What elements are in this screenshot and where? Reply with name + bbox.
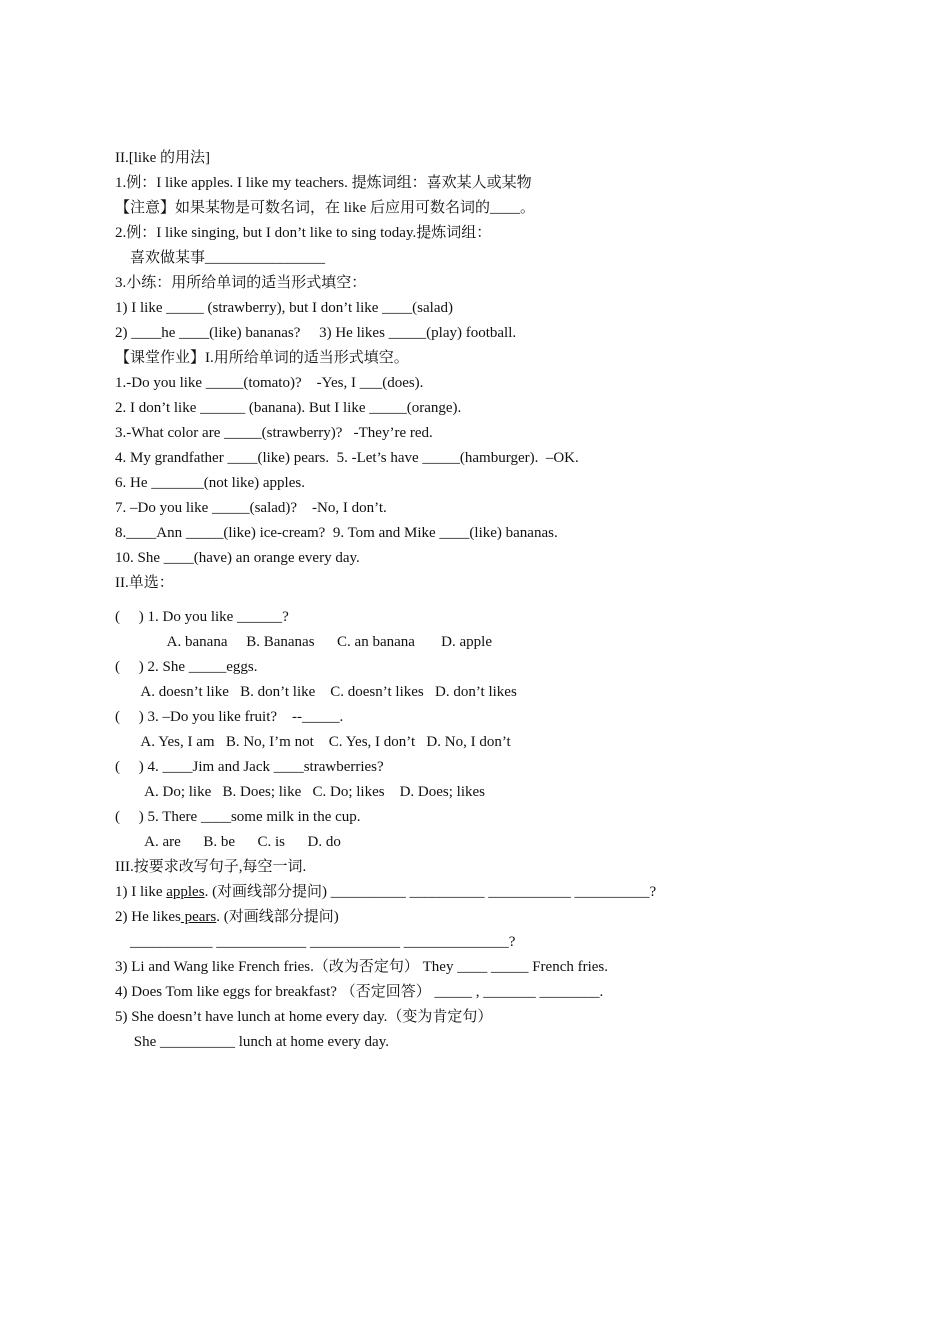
rewrite-1-prefix: 1) I like bbox=[115, 884, 167, 900]
example-2: 2.例：I like singing, but I don’t like to sing today.提炼词组： bbox=[115, 225, 492, 241]
classwork-item: 2. I don’t like ______ (banana). But I like _____(orange). bbox=[115, 400, 462, 416]
choice-question: ( ) 2. She _____eggs. bbox=[115, 659, 258, 675]
choice-question: ( ) 4. ____Jim and Jack ____strawberries? bbox=[115, 759, 384, 775]
note: 【注意】如果某物是可数名词，在 like 后应用可数名词的____。 bbox=[115, 200, 535, 216]
practice-1: 1) I like _____ (strawberry), but I don’t like ____(salad) bbox=[115, 300, 453, 316]
rewrite-2-suffix: . (对画线部分提问) bbox=[216, 909, 339, 925]
example-1: 1.例：I like apples. I like my teachers. 提炼词组：喜欢某人或某物 bbox=[115, 175, 532, 191]
classwork-item: 1.-Do you like _____(tomato)? -Yes, I ___(does). bbox=[115, 375, 424, 391]
choice-question: ( ) 1. Do you like ______? bbox=[115, 609, 289, 625]
choice-options: A. doesn’t like B. don’t like C. doesn’t likes D. don’t likes bbox=[115, 684, 517, 700]
rewrite-1-underlined: apples bbox=[166, 884, 205, 900]
single-choice-heading: II.单选： bbox=[115, 575, 174, 591]
practice-heading: 3.小练：用所给单词的适当形式填空： bbox=[115, 275, 367, 291]
classwork-item: 6. He _______(not like) apples. bbox=[115, 475, 305, 491]
like-usage-heading: II.[like 的用法] bbox=[115, 150, 210, 166]
classwork-item: 10. She ____(have) an orange every day. bbox=[115, 550, 360, 566]
rewrite-1-suffix: . (对画线部分提问) __________ __________ ___________ __________? bbox=[204, 884, 657, 900]
choice-options: A. Yes, I am B. No, I’m not C. Yes, I don’t D. No, I don’t bbox=[115, 734, 511, 750]
rewrite-2 bbox=[115, 905, 805, 930]
classwork-heading: 【课堂作业】I.用所给单词的适当形式填空。 bbox=[115, 350, 409, 366]
example-2-phrase: 喜欢做某事________________ bbox=[115, 250, 326, 266]
rewrite-2-blanks: ___________ ____________ ____________ ______________? bbox=[115, 934, 516, 950]
rewrite-4: 4) Does Tom like eggs for breakfast? （否定回答） _____ , _______ ________. bbox=[115, 984, 604, 1000]
rewrite-2-underlined: pears bbox=[180, 909, 217, 925]
rewrite-1 bbox=[115, 880, 805, 905]
rewrite-3: 3) Li and Wang like French fries.（改为否定句） They ____ _____ French fries. bbox=[115, 959, 609, 975]
rewrite-2-prefix: 2) He likes bbox=[115, 909, 181, 925]
classwork-item: 4. My grandfather ____(like) pears. 5. -Let’s have _____(hamburger). –OK. bbox=[115, 450, 579, 466]
rewrite-5: 5) She doesn’t have lunch at home every day.（变为肯定句） bbox=[115, 1009, 493, 1025]
worksheet bbox=[115, 146, 805, 1055]
classwork-item: 3.-What color are _____(strawberry)? -They’re red. bbox=[115, 425, 433, 441]
classwork-item: 8.____Ann _____(like) ice-cream? 9. Tom and Mike ____(like) bananas. bbox=[115, 525, 558, 541]
practice-2: 2) ____he ____(like) bananas? 3) He likes _____(play) football. bbox=[115, 325, 517, 341]
choice-question: ( ) 3. –Do you like fruit? --_____. bbox=[115, 709, 344, 725]
choice-options: A. Do; like B. Does; like C. Do; likes D. Does; likes bbox=[115, 784, 485, 800]
choice-options: A. are B. be C. is D. do bbox=[115, 834, 341, 850]
spacer bbox=[115, 596, 805, 605]
rewrite-heading: III.按要求改写句子,每空一词. bbox=[115, 859, 307, 875]
choice-question: ( ) 5. There ____some milk in the cup. bbox=[115, 809, 361, 825]
choice-options: A. banana B. Bananas C. an banana D. apple bbox=[115, 634, 492, 650]
classwork-item: 7. –Do you like _____(salad)? -No, I don’t. bbox=[115, 500, 387, 516]
rewrite-5-answer: She __________ lunch at home every day. bbox=[115, 1034, 389, 1050]
